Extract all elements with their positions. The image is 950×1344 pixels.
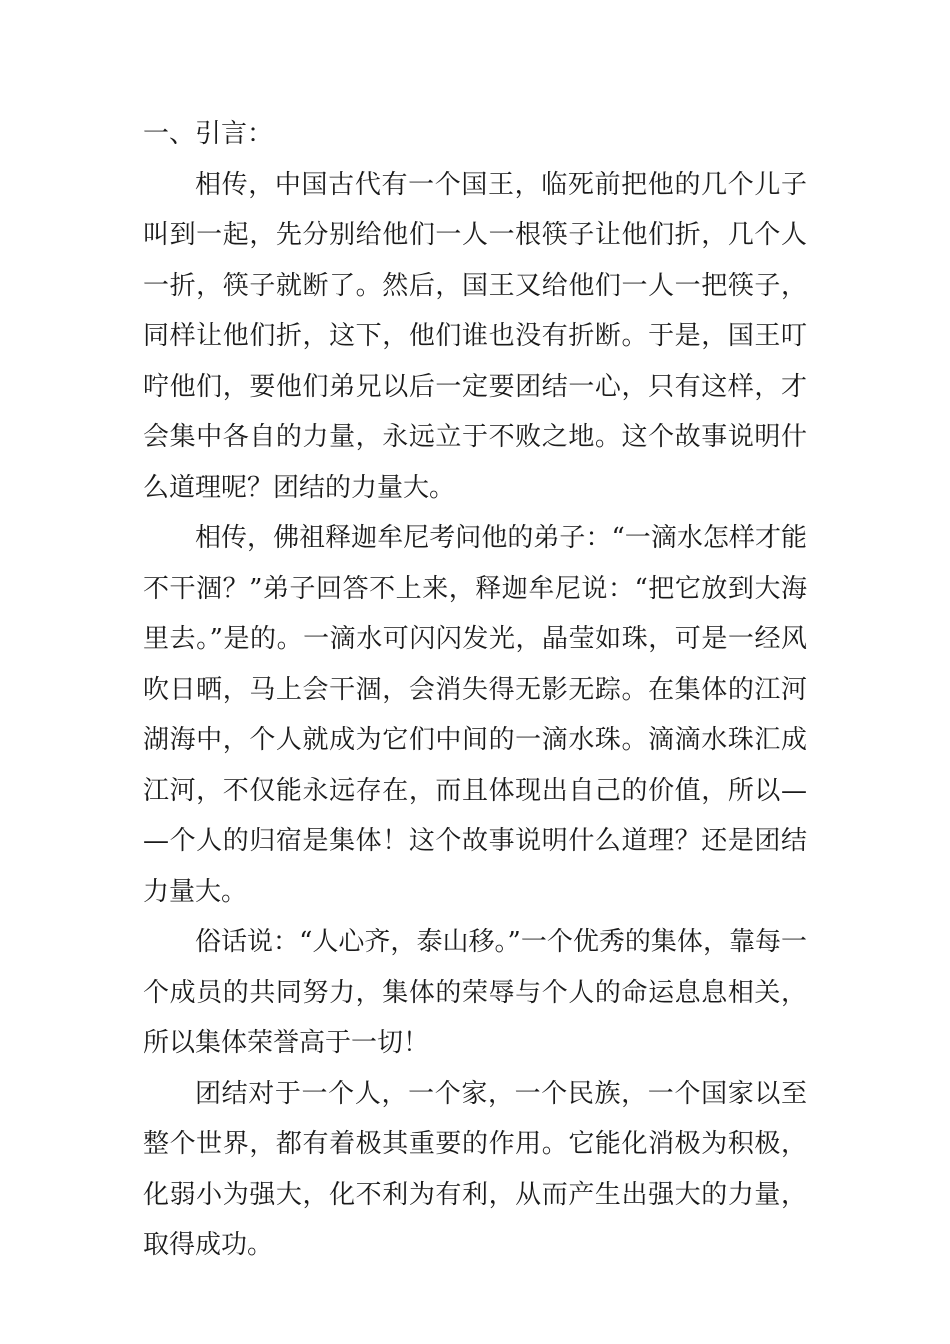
document-body	[143, 109, 807, 1271]
paragraph-water-drop-story: 相传，佛祖释迦牟尼考问他的弟子：“一滴水怎样才能不干涸？”弟子回答不上来，释迦牟尼说：“把它放到大海里去。”是的。一滴水可闪闪发光，晶莹如珠，可是一经风吹日晒，马上会干涸，会消失得无影无踪。在集体的江河湖海中，个人就成为它们中间的一滴水珠。滴滴水珠汇成江河，不仅能永远存在，而且体现出自己的价值，所以——个人的归宿是集体！这个故事说明什么道理？还是团结力量大。	[143, 523, 807, 907]
paragraph-chopsticks-story: 相传，中国古代有一个国王，临死前把他的几个儿子叫到一起，先分别给他们一人一根筷子让他们折，几个人一折，筷子就断了。然后，国王又给他们一人一把筷子，同样让他们折，这下，他们谁也没有折断。于是，国王叮咛他们，要他们弟兄以后一定要团结一心，只有这样，才会集中各自的力量，永远立于不败之地。这个故事说明什么道理呢？团结的力量大。	[143, 169, 807, 503]
paragraph-proverb: 俗话说：“人心齐，泰山移。”一个优秀的集体，靠每一个成员的共同努力，集体的荣辱与个人的命运息息相关，所以集体荣誉高于一切！	[143, 927, 807, 1058]
section-heading: 一、引言：	[143, 119, 274, 149]
paragraph-unity-importance: 团结对于一个人，一个家，一个民族，一个国家以至整个世界，都有着极其重要的作用。它能化消极为积极，化弱小为强大，化不利为有利，从而产生出强大的力量，取得成功。	[143, 1078, 807, 1260]
